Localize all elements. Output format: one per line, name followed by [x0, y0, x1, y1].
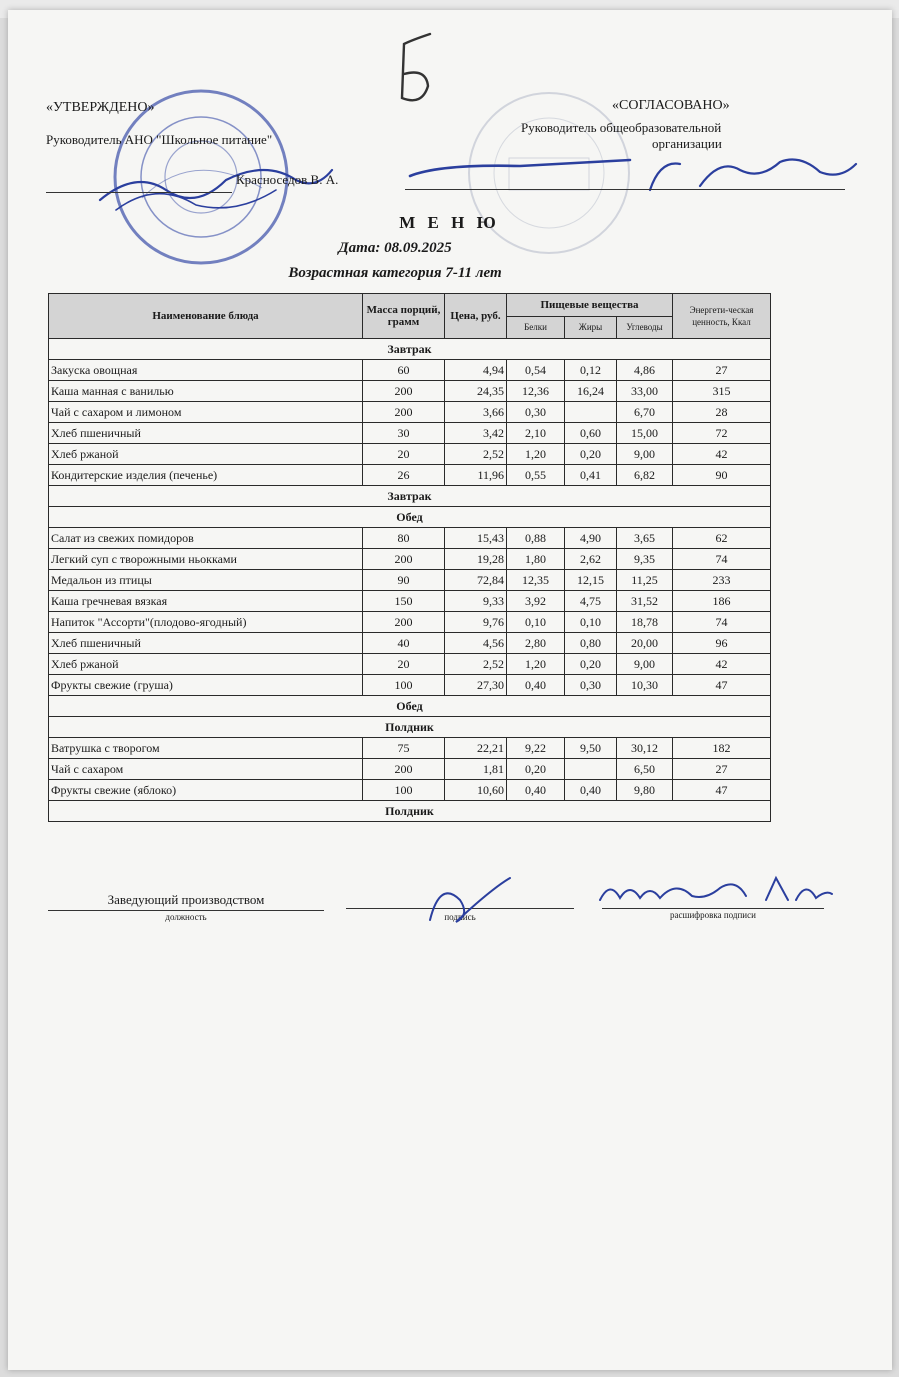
col-header-protein: Белки [507, 316, 565, 339]
footer-handwritten-name-icon [596, 870, 836, 914]
table-row [49, 780, 771, 801]
table-row [49, 591, 771, 612]
protein-cell: 0,30 [507, 402, 565, 423]
menu-table-body [49, 339, 771, 822]
col-header-fat: Жиры [565, 316, 617, 339]
fat-cell: 2,62 [565, 549, 617, 570]
col-header-mass: Масса порций, грамм [363, 294, 445, 339]
table-row [49, 633, 771, 654]
protein-cell: 0,54 [507, 360, 565, 381]
fat-cell: 0,20 [565, 654, 617, 675]
energy-cell: 72 [673, 423, 771, 444]
footer-caption-decoding: расшифровка подписи [670, 910, 756, 920]
table-row [49, 360, 771, 381]
col-header-nutrients: Пищевые вещества [507, 294, 673, 317]
price-cell: 4,56 [445, 633, 507, 654]
protein-cell: 0,40 [507, 675, 565, 696]
dish-name-cell: Каша гречневая вязкая [49, 591, 363, 612]
carbs-cell: 9,35 [617, 549, 673, 570]
dish-name-cell: Хлеб ржаной [49, 654, 363, 675]
table-row [49, 570, 771, 591]
carbs-cell: 9,80 [617, 780, 673, 801]
table-row [49, 738, 771, 759]
price-cell: 2,52 [445, 444, 507, 465]
price-cell: 15,43 [445, 528, 507, 549]
table-row [49, 402, 771, 423]
section-title: Завтрак [49, 339, 771, 360]
table-row [49, 549, 771, 570]
fat-cell: 0,10 [565, 612, 617, 633]
mass-cell: 100 [363, 675, 445, 696]
carbs-cell: 6,50 [617, 759, 673, 780]
fat-cell: 4,75 [565, 591, 617, 612]
carbs-cell: 18,78 [617, 612, 673, 633]
price-cell: 4,94 [445, 360, 507, 381]
mass-cell: 150 [363, 591, 445, 612]
agreed-title: «СОГЛАСОВАНО» [612, 98, 730, 113]
agreed-role-line2: организации [652, 136, 722, 151]
price-cell: 9,33 [445, 591, 507, 612]
approved-role: Руководитель АНО "Школьное питание" [46, 132, 273, 147]
energy-cell: 74 [673, 612, 771, 633]
fat-cell: 16,24 [565, 381, 617, 402]
dish-name-cell: Чай с сахаром [49, 759, 363, 780]
section-footer: Завтрак [49, 486, 771, 507]
price-cell: 11,96 [445, 465, 507, 486]
price-cell: 27,30 [445, 675, 507, 696]
carbs-cell: 4,86 [617, 360, 673, 381]
carbs-cell: 30,12 [617, 738, 673, 759]
energy-cell: 186 [673, 591, 771, 612]
table-row [49, 381, 771, 402]
mass-cell: 200 [363, 381, 445, 402]
section-title: Полдник [49, 717, 771, 738]
energy-cell: 47 [673, 780, 771, 801]
section-title: Обед [49, 507, 771, 528]
price-cell: 72,84 [445, 570, 507, 591]
price-cell: 3,66 [445, 402, 507, 423]
approved-signature-line [46, 192, 232, 193]
fat-cell: 12,15 [565, 570, 617, 591]
dish-name-cell: Легкий суп с творожными ньокками [49, 549, 363, 570]
section-footer: Обед [49, 696, 771, 717]
section-header-row [49, 717, 771, 738]
dish-name-cell: Закуска овощная [49, 360, 363, 381]
energy-cell: 42 [673, 654, 771, 675]
carbs-cell: 3,65 [617, 528, 673, 549]
table-row [49, 675, 771, 696]
protein-cell: 12,36 [507, 381, 565, 402]
table-row [49, 759, 771, 780]
dish-name-cell: Кондитерские изделия (печенье) [49, 465, 363, 486]
protein-cell: 0,10 [507, 612, 565, 633]
dish-name-cell: Напиток "Ассорти"(плодово-ягодный) [49, 612, 363, 633]
mass-cell: 30 [363, 423, 445, 444]
protein-cell: 1,80 [507, 549, 565, 570]
mass-cell: 200 [363, 549, 445, 570]
energy-cell: 90 [673, 465, 771, 486]
table-row [49, 465, 771, 486]
mass-cell: 20 [363, 444, 445, 465]
protein-cell: 1,20 [507, 444, 565, 465]
protein-cell: 3,92 [507, 591, 565, 612]
dish-name-cell: Хлеб пшеничный [49, 423, 363, 444]
age-category: Возрастная категория 7-11 лет [288, 265, 502, 281]
mass-cell: 200 [363, 612, 445, 633]
col-header-name: Наименование блюда [49, 294, 363, 339]
fat-cell [565, 759, 617, 780]
col-header-carbs: Углеводы [617, 316, 673, 339]
mass-cell: 90 [363, 570, 445, 591]
mass-cell: 60 [363, 360, 445, 381]
table-row [49, 528, 771, 549]
right-signature-icon [400, 150, 860, 200]
approved-title: «УТВЕРЖДЕНО» [46, 100, 155, 115]
carbs-cell: 6,70 [617, 402, 673, 423]
fat-cell: 0,30 [565, 675, 617, 696]
dish-name-cell: Фрукты свежие (яблоко) [49, 780, 363, 801]
mass-cell: 26 [363, 465, 445, 486]
document-date: Дата: 08.09.2025 [338, 240, 452, 256]
table-row [49, 612, 771, 633]
document-title: М Е Н Ю [399, 213, 500, 232]
carbs-cell: 9,00 [617, 654, 673, 675]
section-footer-row [49, 801, 771, 822]
mass-cell: 75 [363, 738, 445, 759]
energy-cell: 62 [673, 528, 771, 549]
fat-cell: 9,50 [565, 738, 617, 759]
energy-cell: 28 [673, 402, 771, 423]
carbs-cell: 15,00 [617, 423, 673, 444]
fat-cell: 0,40 [565, 780, 617, 801]
energy-cell: 96 [673, 633, 771, 654]
handwritten-mark-icon [392, 28, 442, 108]
price-cell: 1,81 [445, 759, 507, 780]
protein-cell: 0,88 [507, 528, 565, 549]
energy-cell: 27 [673, 759, 771, 780]
energy-cell: 233 [673, 570, 771, 591]
fat-cell: 0,80 [565, 633, 617, 654]
dish-name-cell: Ватрушка с творогом [49, 738, 363, 759]
section-header-row [49, 507, 771, 528]
price-cell: 9,76 [445, 612, 507, 633]
fat-cell [565, 402, 617, 423]
section-footer-row [49, 486, 771, 507]
mass-cell: 200 [363, 402, 445, 423]
price-cell: 3,42 [445, 423, 507, 444]
table-row [49, 444, 771, 465]
energy-cell: 47 [673, 675, 771, 696]
carbs-cell: 9,00 [617, 444, 673, 465]
approved-name: Красноседов В. А. [236, 172, 339, 187]
footer-caption-position: должность [165, 912, 207, 922]
protein-cell: 0,40 [507, 780, 565, 801]
energy-cell: 74 [673, 549, 771, 570]
energy-cell: 42 [673, 444, 771, 465]
footer-position-line [48, 910, 324, 911]
footer-caption-signature: подпись [444, 912, 476, 922]
dish-name-cell: Чай с сахаром и лимоном [49, 402, 363, 423]
carbs-cell: 10,30 [617, 675, 673, 696]
mass-cell: 20 [363, 654, 445, 675]
energy-cell: 182 [673, 738, 771, 759]
carbs-cell: 20,00 [617, 633, 673, 654]
table-row [49, 423, 771, 444]
carbs-cell: 31,52 [617, 591, 673, 612]
fat-cell: 0,12 [565, 360, 617, 381]
protein-cell: 12,35 [507, 570, 565, 591]
carbs-cell: 6,82 [617, 465, 673, 486]
dish-name-cell: Хлеб ржаной [49, 444, 363, 465]
footer-signature-icon [420, 870, 520, 930]
protein-cell: 0,55 [507, 465, 565, 486]
energy-cell: 315 [673, 381, 771, 402]
dish-name-cell: Фрукты свежие (груша) [49, 675, 363, 696]
protein-cell: 1,20 [507, 654, 565, 675]
price-cell: 22,21 [445, 738, 507, 759]
mass-cell: 40 [363, 633, 445, 654]
footer-position: Заведующий производством [107, 892, 265, 907]
fat-cell: 0,41 [565, 465, 617, 486]
price-cell: 24,35 [445, 381, 507, 402]
mass-cell: 200 [363, 759, 445, 780]
price-cell: 19,28 [445, 549, 507, 570]
agreed-role-line1: Руководитель общеобразовательной [521, 120, 722, 135]
mass-cell: 80 [363, 528, 445, 549]
price-cell: 10,60 [445, 780, 507, 801]
table-row [49, 654, 771, 675]
agreed-signature-line [405, 189, 845, 190]
menu-table [48, 293, 771, 822]
col-header-energy: Энергети-ческая ценность, Ккал [673, 294, 771, 339]
protein-cell: 0,20 [507, 759, 565, 780]
price-cell: 2,52 [445, 654, 507, 675]
energy-cell: 27 [673, 360, 771, 381]
carbs-cell: 11,25 [617, 570, 673, 591]
fat-cell: 0,60 [565, 423, 617, 444]
dish-name-cell: Каша манная с ванилью [49, 381, 363, 402]
mass-cell: 100 [363, 780, 445, 801]
fat-cell: 0,20 [565, 444, 617, 465]
protein-cell: 9,22 [507, 738, 565, 759]
col-header-price: Цена, руб. [445, 294, 507, 339]
protein-cell: 2,80 [507, 633, 565, 654]
section-header-row [49, 339, 771, 360]
dish-name-cell: Салат из свежих помидоров [49, 528, 363, 549]
dish-name-cell: Медальон из птицы [49, 570, 363, 591]
protein-cell: 2,10 [507, 423, 565, 444]
carbs-cell: 33,00 [617, 381, 673, 402]
section-footer-row [49, 696, 771, 717]
fat-cell: 4,90 [565, 528, 617, 549]
section-footer: Полдник [49, 801, 771, 822]
dish-name-cell: Хлеб пшеничный [49, 633, 363, 654]
